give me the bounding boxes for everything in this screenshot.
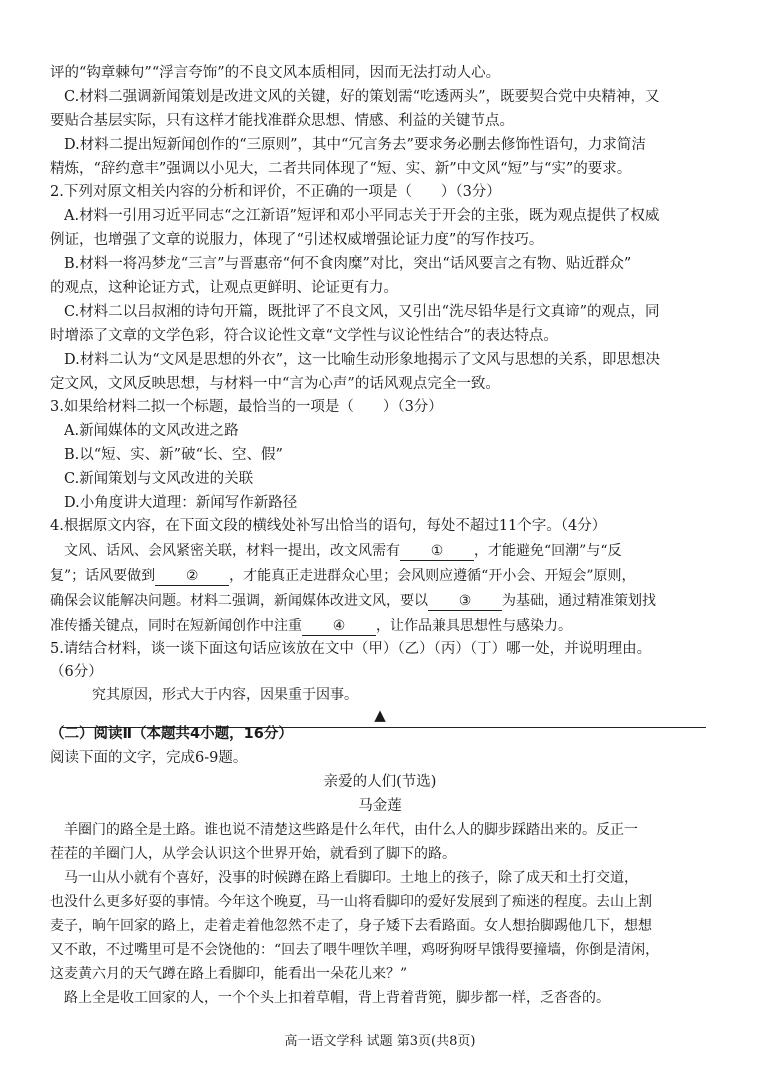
option-d: D.材料二提出短新闻创作的“三原则”，其中“冗言务去”要求务必删去修饰性语句，力求简洁 [64, 137, 646, 153]
fill-text: ，才能真正走进群众心里；会风则应遵循“开小会、开短会”原则， [229, 568, 636, 584]
option-a: A.新闻媒体的文风改进之路 [64, 423, 239, 439]
fill-paragraph-line [64, 540, 712, 563]
answer-blank-2[interactable]: ② [155, 568, 229, 586]
fill-paragraph-line [50, 590, 712, 613]
text-line: 例证，也增强了文章的说服力，体现了“引述权威增强论证力度”的写作技巧。 [50, 232, 544, 248]
passage-line: 这麦黄六月的天气蹲在路上看脚印，能看出一朵花儿来？” [50, 966, 408, 982]
option-c: C.材料二强调新闻策划是改进文风的关键，好的策划需“吃透两头”，既要契合党中央精神，又 [64, 89, 660, 105]
text-line: 精炼，“辞约意丰”强调以小见大，二者共同体现了“短、实、新”中文风“短”与“实”的要求。 [50, 161, 632, 177]
fill-paragraph-line [50, 615, 712, 638]
option-c: C.新闻策划与文风改进的关联 [64, 471, 254, 487]
text-line: 定文风，文风反映思想，与材料一中“言为心声”的话风观点完全一致。 [50, 376, 500, 392]
fill-text: 文风、话风、会风紧密关联，材料一提出，改文风需有 [64, 543, 400, 559]
option-d: D.材料二认为“文风是思想的外衣”，这一比喻生动形象地揭示了文风与思想的关系，即思想决 [64, 352, 661, 368]
answer-blank-3[interactable]: ③ [428, 593, 502, 611]
question-5-score: （6分） [50, 664, 103, 680]
passage-author: 马金莲 [358, 798, 402, 814]
question-4: 4.根据原文内容，在下面文段的横线处补写出恰当的语句，每处不超过11个字。（4分） [50, 518, 607, 534]
text-line: 评的“钩章棘句”“浮言夸饰”的不良文风本质相同，因而无法打动人心。 [50, 65, 501, 81]
fill-text: ，才能避免“回潮”与“反 [474, 543, 622, 559]
answer-blank-1[interactable]: ① [400, 543, 474, 561]
option-b: B.材料一将冯梦龙“三言”与晋惠帝“何不食肉糜”对比，突出“话风要言之有物、贴近群众” [64, 256, 632, 272]
triangle-marker: ▲ [374, 706, 386, 724]
passage-line: 路上全是收工回家的人，一个个头上扣着草帽，背上背着背篼，脚步都一样，乏沓沓的。 [64, 990, 610, 1006]
fill-text: 确保会议能解决问题。材料二强调，新闻媒体改进文风，要以 [50, 593, 428, 609]
passage-line: 麦子，晌午回家的路上，走着走着他忽然不走了，身子矮下去看路面。女人想抬脚踢他几下，想想 [50, 918, 652, 934]
text-line: 要贴合基层实际，只有这样才能找准群众思想、情感、利益的关键节点。 [50, 113, 514, 129]
fill-paragraph-line [50, 565, 712, 588]
text-line: 的观点，这种论证方式，让观点更鲜明、论证更有力。 [50, 280, 398, 296]
passage-title: 亲爱的人们(节选) [323, 774, 437, 790]
text-line: 时增添了文章的文学色彩，符合议论性文章“文学性与议论性结合”的表达特点。 [50, 328, 558, 344]
answer-blank-4[interactable]: ④ [302, 618, 376, 636]
passage-line: 羊圈门的路全是土路。谁也说不清楚这些路是什么年代，由什么人的脚步踩踏出来的。反正一 [64, 822, 638, 838]
quoted-sentence: 究其原因，形式大于内容，因果重于因事。 [92, 687, 358, 703]
option-b: B.以“短、实、新”破“长、空、假” [64, 447, 283, 463]
option-a: A.材料一引用习近平同志“之江新语”短评和邓小平同志关于开会的主张，既为观点提供了权威 [64, 208, 660, 224]
question-2: 2.下列对原文相关内容的分析和评价，不正确的一项是（ ）（3分） [50, 184, 501, 200]
reading-instruction: 阅读下面的文字，完成6-9题。 [50, 750, 248, 766]
question-5: 5.请结合材料，谈一谈下面这句话应该放在文中（甲）（乙）（丙）（丁）哪一处，并说明理由。 [50, 641, 652, 657]
question-3: 3.如果给材料二拟一个标题，最恰当的一项是（ ）（3分） [50, 399, 443, 415]
passage-line: 茬茬的羊圈门人，从学会认识这个世界开始，就看到了脚下的路。 [50, 846, 456, 862]
section-heading: （二）阅读Ⅱ（本题共4小题，16分） [50, 726, 293, 742]
option-d: D.小角度讲大道理：新闻写作新路径 [64, 495, 298, 511]
fill-text: ，让作品兼具思想性与感染力。 [376, 618, 572, 634]
page-footer: 高一语文学科 试题 第3页(共8页) [284, 1034, 476, 1049]
fill-text: 准传播关键点，同时在短新闻创作中注重 [50, 618, 302, 634]
fill-text: 为基础，通过精准策划找 [502, 593, 656, 609]
fill-text: 复”；话风要做到 [50, 568, 156, 584]
passage-line: 也没什么更多好耍的事情。今年这个晚夏，马一山将看脚印的爱好发展到了痴迷的程度。去山上割 [50, 894, 652, 910]
option-c: C.材料二以吕叔湘的诗句开篇，既批评了不良文风，又引出“洗尽铅华是行文真谛”的观点，同 [64, 304, 660, 320]
passage-line: 马一山从小就有个喜好，没事的时候蹲在路上看脚印。土地上的孩子，除了成天和土打交道， [64, 870, 638, 886]
passage-line: 又不敢，不过嘴里可是不会饶他的：“回去了喂牛哩饮羊哩，鸡呀狗呀早饿得要撞墙，你倒是清闲， [50, 942, 660, 958]
